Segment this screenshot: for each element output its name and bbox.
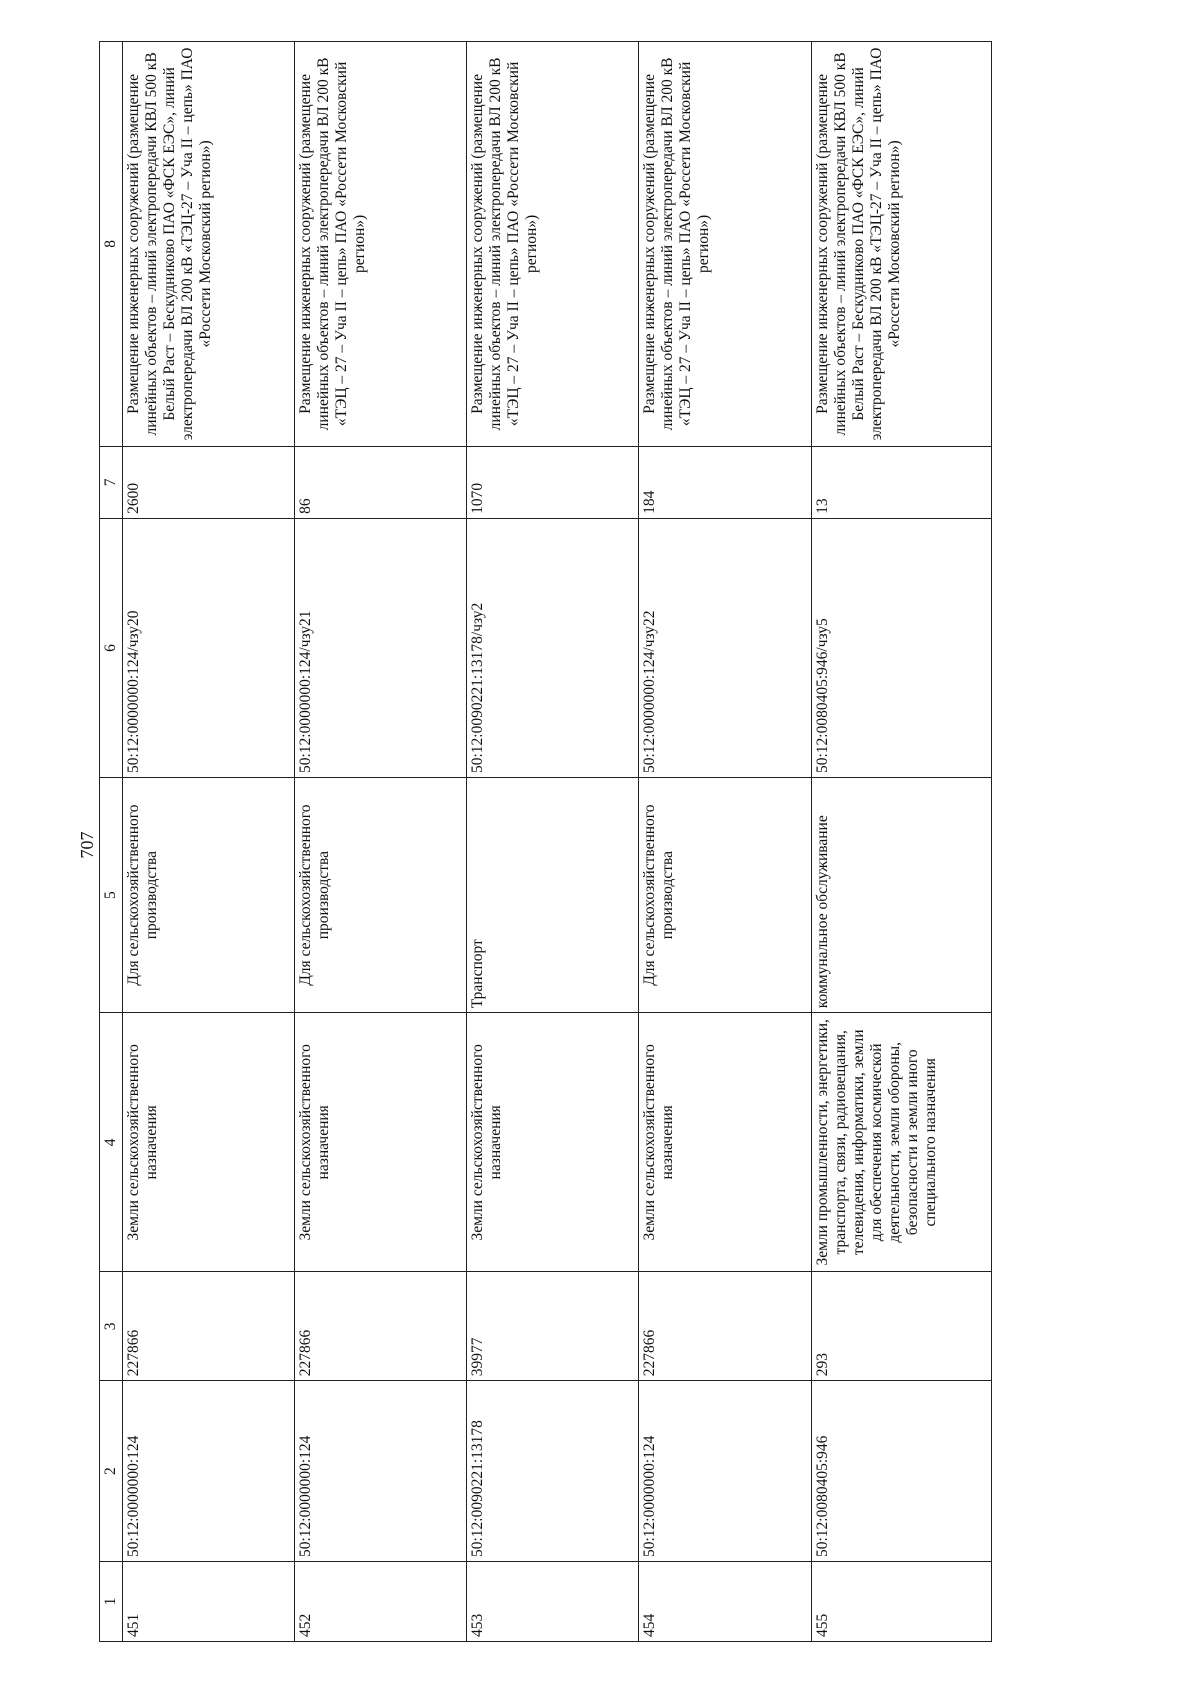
- servitude-purpose: Размещение инженерных сооружений (размещение линейных объектов – линий электропередачи ВЛ 200 кВ «ТЭЦ – 27 – Уча II – цепь» ПАО «Россети Московский регион»): [295, 42, 467, 447]
- permitted-use: Транспорт: [467, 778, 639, 1013]
- servitude-purpose: Размещение инженерных сооружений (размещение линейных объектов – линий электропередачи ВЛ 200 кВ «ТЭЦ – 27 – Уча II – цепь» ПАО «Россети Московский регион»): [639, 42, 811, 447]
- column-header: 3: [100, 1272, 123, 1381]
- cadastral-number: 50:12:0090221:13178: [467, 1381, 639, 1562]
- plot-part-area: 184: [639, 446, 811, 518]
- column-header: 4: [100, 1013, 123, 1272]
- plot-part-number: 50:12:0000000:124/чзу22: [639, 518, 811, 777]
- plot-part-number: 50:12:0080405:946/чзу5: [811, 518, 991, 777]
- column-header: 7: [100, 446, 123, 518]
- column-header: 2: [100, 1381, 123, 1562]
- land-category: Земли промышленности, энергетики, транспорта, связи, радиовещания, телевидения, информатики, земли для обеспечения космической деятельности, земли обороны, безопасности и земли иного специального назначения: [811, 1013, 991, 1272]
- cadastral-number: 50:12:0080405:946: [811, 1381, 991, 1562]
- permitted-use: коммунальное обслуживание: [811, 778, 991, 1013]
- plot-part-number: 50:12:0000000:124/чзу21: [295, 518, 467, 777]
- plot-part-area: 13: [811, 446, 991, 518]
- table-row: [639, 42, 811, 1642]
- land-plots-table-wrapper: [99, 41, 992, 1642]
- cadastral-number: 50:12:0000000:124: [123, 1381, 295, 1562]
- plot-area: 227866: [639, 1272, 811, 1381]
- plot-area: 227866: [123, 1272, 295, 1381]
- column-header: 8: [100, 42, 123, 447]
- row-number: 452: [295, 1562, 467, 1642]
- plot-part-number: 50:12:0090221:13178/чзу2: [467, 518, 639, 777]
- plot-part-area: 1070: [467, 446, 639, 518]
- header-row: [100, 42, 123, 1642]
- cadastral-number: 50:12:0000000:124: [295, 1381, 467, 1562]
- table-row: [811, 42, 991, 1642]
- servitude-purpose: Размещение инженерных сооружений (размещение линейных объектов – линий электропередачи ВЛ 200 кВ «ТЭЦ – 27 – Уча II – цепь» ПАО «Россети Московский регион»): [467, 42, 639, 447]
- column-header: 1: [100, 1562, 123, 1642]
- plot-part-area: 2600: [123, 446, 295, 518]
- row-number: 455: [811, 1562, 991, 1642]
- land-category: Земли сельскохозяйственного назначения: [467, 1013, 639, 1272]
- plot-area: 293: [811, 1272, 991, 1381]
- permitted-use: Для сельскохозяйственного производства: [123, 778, 295, 1013]
- cadastral-number: 50:12:0000000:124: [639, 1381, 811, 1562]
- column-header: 5: [100, 778, 123, 1013]
- row-number: 451: [123, 1562, 295, 1642]
- table-row: [123, 42, 295, 1642]
- table-row: [467, 42, 639, 1642]
- table-row: [295, 42, 467, 1642]
- column-header: 6: [100, 518, 123, 777]
- land-category: Земли сельскохозяйственного назначения: [639, 1013, 811, 1272]
- row-number: 453: [467, 1562, 639, 1642]
- servitude-purpose: Размещение инженерных сооружений (размещение линейных объектов – линий электропередачи КВЛ 500 кВ Белый Раст – Бескудниково ПАО «ФСК ЕЭС», линий электропередачи ВЛ 200 кВ «ТЭЦ-27 – Уча II – цепь» ПАО «Россети Московский регион»): [123, 42, 295, 447]
- land-category: Земли сельскохозяйственного назначения: [295, 1013, 467, 1272]
- page-number: 707: [77, 831, 97, 859]
- permitted-use: Для сельскохозяйственного производства: [639, 778, 811, 1013]
- servitude-purpose: Размещение инженерных сооружений (размещение линейных объектов – линий электропередачи КВЛ 500 кВ Белый Раст – Бескудниково ПАО «ФСК ЕЭС», линий электропередачи ВЛ 200 кВ «ТЭЦ-27 – Уча II – цепь» ПАО «Россети Московский регион»): [811, 42, 991, 447]
- row-number: 454: [639, 1562, 811, 1642]
- plot-area: 227866: [295, 1272, 467, 1381]
- land-plots-table: [99, 41, 992, 1642]
- plot-part-area: 86: [295, 446, 467, 518]
- plot-part-number: 50:12:0000000:124/чзу20: [123, 518, 295, 777]
- plot-area: 39977: [467, 1272, 639, 1381]
- land-category: Земли сельскохозяйственного назначения: [123, 1013, 295, 1272]
- permitted-use: Для сельскохозяйственного производства: [295, 778, 467, 1013]
